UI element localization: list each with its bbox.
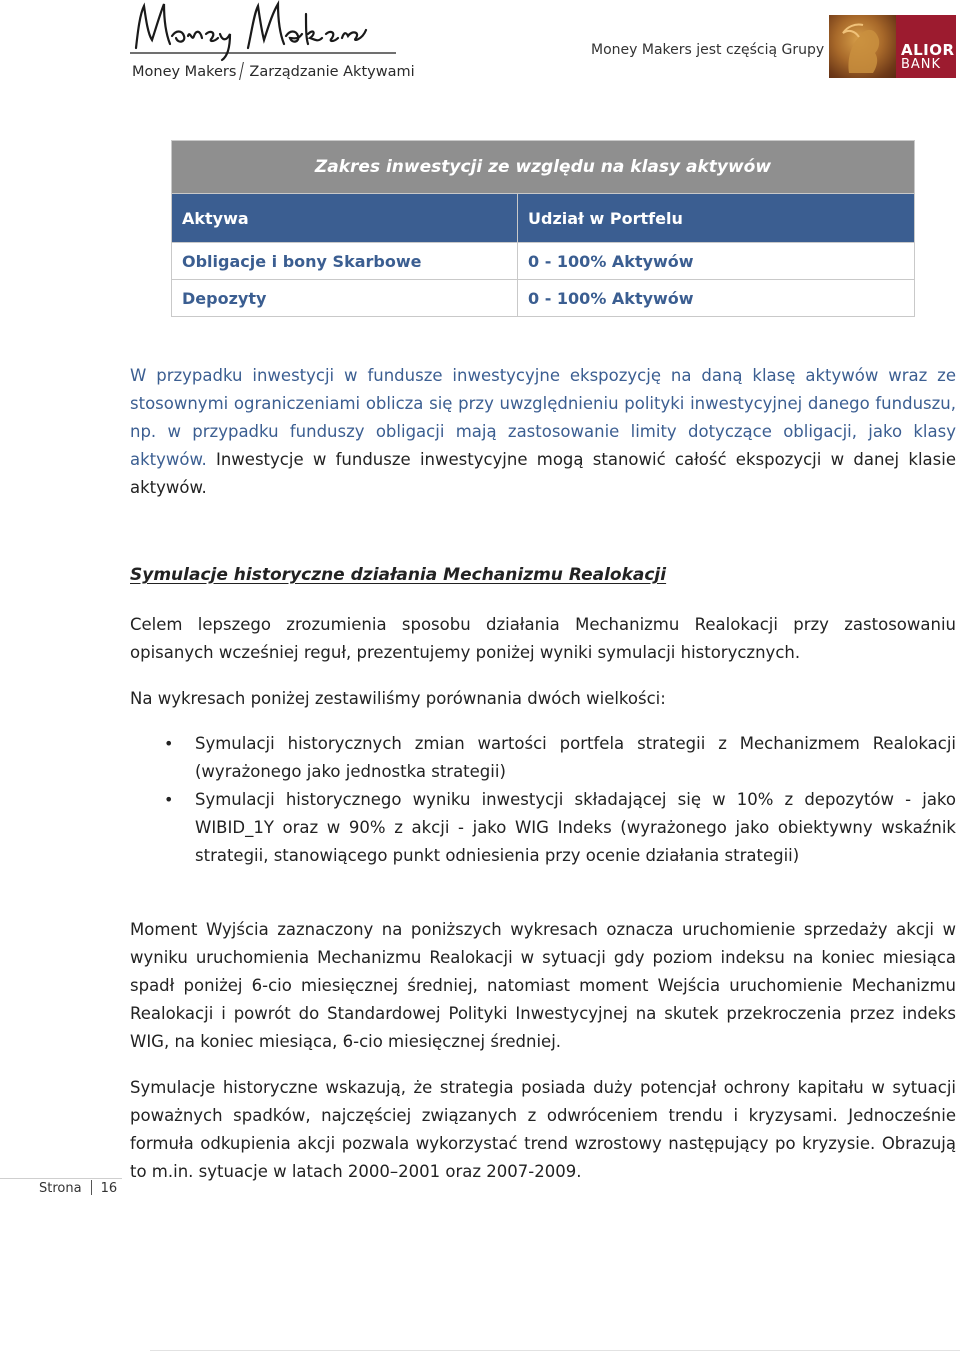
table-row (172, 243, 915, 280)
column-header-assets: Aktywa (172, 194, 518, 243)
comparison-intro-paragraph: Na wykresach poniżej zestawiliśmy porównania dwóch wielkości: (130, 689, 666, 708)
page-number-label (39, 1180, 117, 1196)
column-header-share: Udział w Portfelu (518, 194, 915, 243)
list-item (130, 786, 956, 870)
table-title-row (172, 141, 915, 194)
comparison-list (130, 730, 956, 870)
table-row (172, 280, 915, 317)
bottom-rule (150, 1350, 960, 1351)
bullet-icon: • (164, 790, 174, 809)
section-heading: Symulacje historyczne działania Mechanizmu Realokacji (130, 565, 667, 585)
simulation-intro-paragraph: Celem lepszego zrozumienia sposobu działania Mechanizmu Realokacji przy zastosowaniu opisanych wcześniej reguł, prezentujemy poniżej wyniki symulacji historycznych. (130, 615, 956, 662)
share-cell: 0 - 100% Aktywów (518, 280, 915, 317)
page-separator (91, 1180, 92, 1195)
logo-tagline: Zarządzanie Aktywami (249, 64, 415, 80)
coin-portrait-icon (829, 15, 896, 78)
table-title: Zakres inwestycji ze względu na klasy aktywów (172, 141, 915, 194)
asset-cell: Obligacje i bony Skarbowe (172, 243, 518, 280)
table-header-row (172, 194, 915, 243)
logo-company-name: Money Makers (132, 64, 237, 80)
bank-name-alior: ALIOR (901, 41, 955, 59)
list-item-text: Symulacji historycznego wyniku inwestycji składającej się w 10% z depozytów - jako WIBID_1Y oraz w 90% z akcji - jako WIG Indeks (wyrażonego jako obiektywny wskaźnik strategii, stanowiącego punkt odniesienia przy ocenie działania strategii) (195, 790, 956, 865)
logo-subtitle (132, 62, 415, 80)
historical-results-paragraph: Symulacje historyczne wskazują, że strategia posiada duży potencjał ochrony kapitału w sytuacji poważnych spadków, najczęściej związanych z odwróceniem trendu i kryzysami. Jednocześnie formuła odkupienia akcji pozwala wykorzystać trend wzrostowy następujący po kryzysie. Obrazują to m.in. sytuacje w latach 2000–2001 oraz 2007-2009. (130, 1078, 956, 1181)
exit-entry-paragraph: Moment Wyjścia zaznaczony na poniższych wykresach oznacza uruchomienie sprzedaży akcji w wyniku uruchomienia Mechanizmu Realokacji w sytuacji gdy poziom indeksu na koniec miesiąca spadł poniżej 6-cio miesięcznej średniej, natomiast moment Wejścia uruchomienie Mechanizmu Realokacji i powrót do Standardowej Polityki Inwestycyjnej na skutek przekroczenia przez indeks WIG, na koniec miesiąca, 6-cio miesięcznej średniej. (130, 920, 956, 1051)
bank-name-bank: BANK (901, 57, 942, 72)
page-word: Strona (39, 1181, 82, 1196)
money-makers-signature (130, 0, 402, 62)
footer-divider (0, 1178, 122, 1179)
bullet-icon: • (164, 734, 174, 753)
fund-exposure-text: Inwestycje w fundusze inwestycyjne mogą stanowić całość ekspozycji w danej klasie aktywów. (130, 450, 956, 497)
asset-cell: Depozyty (172, 280, 518, 317)
group-affiliation-text: Money Makers jest częścią Grupy (591, 42, 825, 58)
fund-exposure-paragraph (130, 362, 956, 502)
alior-bank-logo (829, 15, 956, 78)
share-cell: 0 - 100% Aktywów (518, 243, 915, 280)
fund-exposure-text-blue: W przypadku inwestycji w fundusze inwestycyjne ekspozycję na daną klasę aktywów wraz ze stosownymi ograniczeniami oblicza się przy uwzględnieniu polityki inwestycyjnej danego funduszu, np. w przypadku funduszy obligacji mają zastosowanie limity dotyczące obligacji, jako klasy aktywów. (130, 366, 956, 469)
list-item (130, 730, 956, 786)
list-item-text: Symulacji historycznych zmian wartości portfela strategii z Mechanizmem Realokacji (wyrażonego jako jednostka strategii) (195, 734, 956, 781)
money-makers-logo (130, 0, 415, 82)
asset-class-table (171, 140, 915, 317)
page-number: 16 (100, 1181, 118, 1196)
logo-separator (239, 62, 244, 80)
